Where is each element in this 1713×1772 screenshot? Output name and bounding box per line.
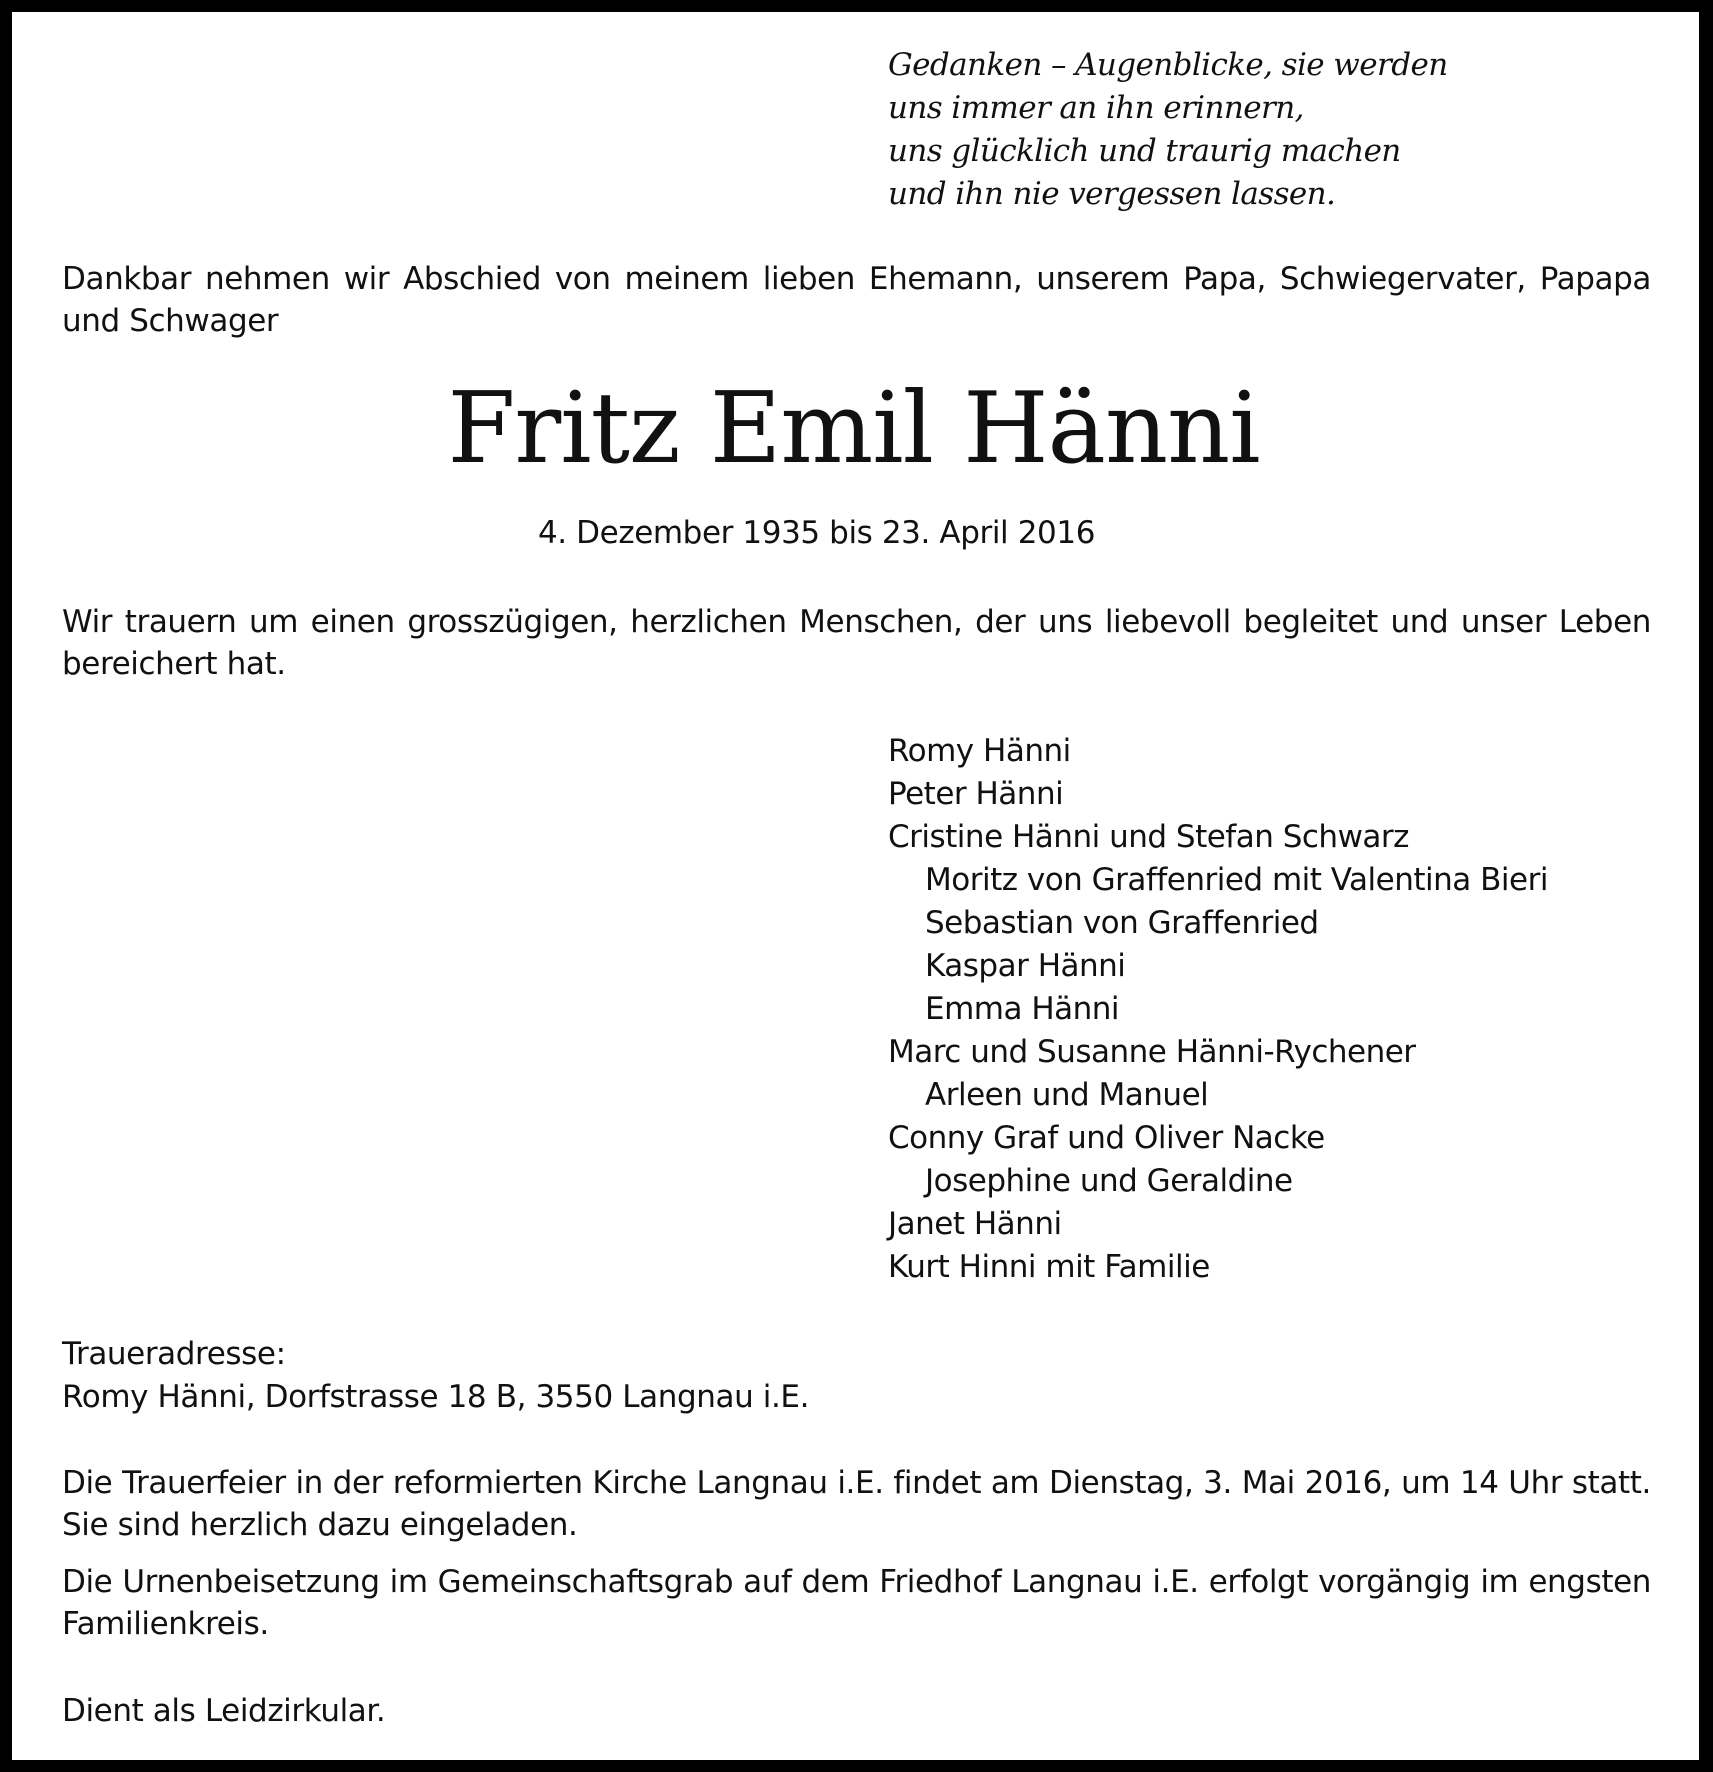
family-member: Kurt Hinni mit Familie <box>888 1249 1210 1285</box>
family-member: Marc und Susanne Hänni-Rychener <box>888 1034 1416 1070</box>
family-member: Kaspar Hänni <box>925 948 1126 984</box>
footer-note: Dient als Leidzirkular. <box>62 1693 386 1729</box>
life-dates: 4. Dezember 1935 bis 23. April 2016 <box>537 515 1096 551</box>
family-member: Peter Hänni <box>888 776 1064 812</box>
family-member: Josephine und Geraldine <box>925 1163 1293 1199</box>
family-member: Romy Hänni <box>888 733 1071 769</box>
family-member: Cristine Hänni und Stefan Schwarz <box>888 819 1409 855</box>
intro-text: Dankbar nehmen wir Abschied von meinem lieben Ehemann, unserem Papa, Schwiegervater, Papapa und Schwager <box>62 261 1651 339</box>
address-value: Romy Hänni, Dorfstrasse 18 B, 3550 Langnau i.E. <box>62 1379 810 1415</box>
family-list <box>888 730 1548 1289</box>
poem <box>888 44 1448 216</box>
family-member: Emma Hänni <box>925 991 1120 1027</box>
poem-line: Gedanken – Augenblicke, sie werden <box>888 47 1448 83</box>
family-member: Moritz von Graffenried mit Valentina Bieri <box>925 862 1548 898</box>
poem-line: uns glücklich und traurig machen <box>888 133 1401 169</box>
family-member: Janet Hänni <box>888 1206 1062 1242</box>
family-member: Arleen und Manuel <box>925 1077 1209 1113</box>
address-block <box>62 1333 809 1419</box>
address-label: Traueradresse: <box>62 1336 286 1372</box>
mourning-text: Wir trauern um einen grosszügigen, herzlichen Menschen, der uns liebevoll begleitet und unser Leben bereichert hat. <box>62 604 1651 682</box>
deceased-name: Fritz Emil Hänni <box>447 372 1260 486</box>
obituary-content <box>62 0 1651 1772</box>
poem-line: und ihn nie vergessen lassen. <box>888 176 1336 212</box>
ceremony-text: Die Trauerfeier in der reformierten Kirche Langnau i.E. findet am Dienstag, 3. Mai 2016, um 14 Uhr statt. Sie sind herzlich dazu eingeladen. <box>62 1465 1651 1543</box>
burial-text: Die Urnenbeisetzung im Gemeinschaftsgrab auf dem Friedhof Langnau i.E. erfolgt vorgängig im engsten Familienkreis. <box>62 1564 1651 1642</box>
poem-line: uns immer an ihn erinnern, <box>888 90 1304 126</box>
family-member: Conny Graf und Oliver Nacke <box>888 1120 1325 1156</box>
family-member: Sebastian von Graffenried <box>925 905 1319 941</box>
